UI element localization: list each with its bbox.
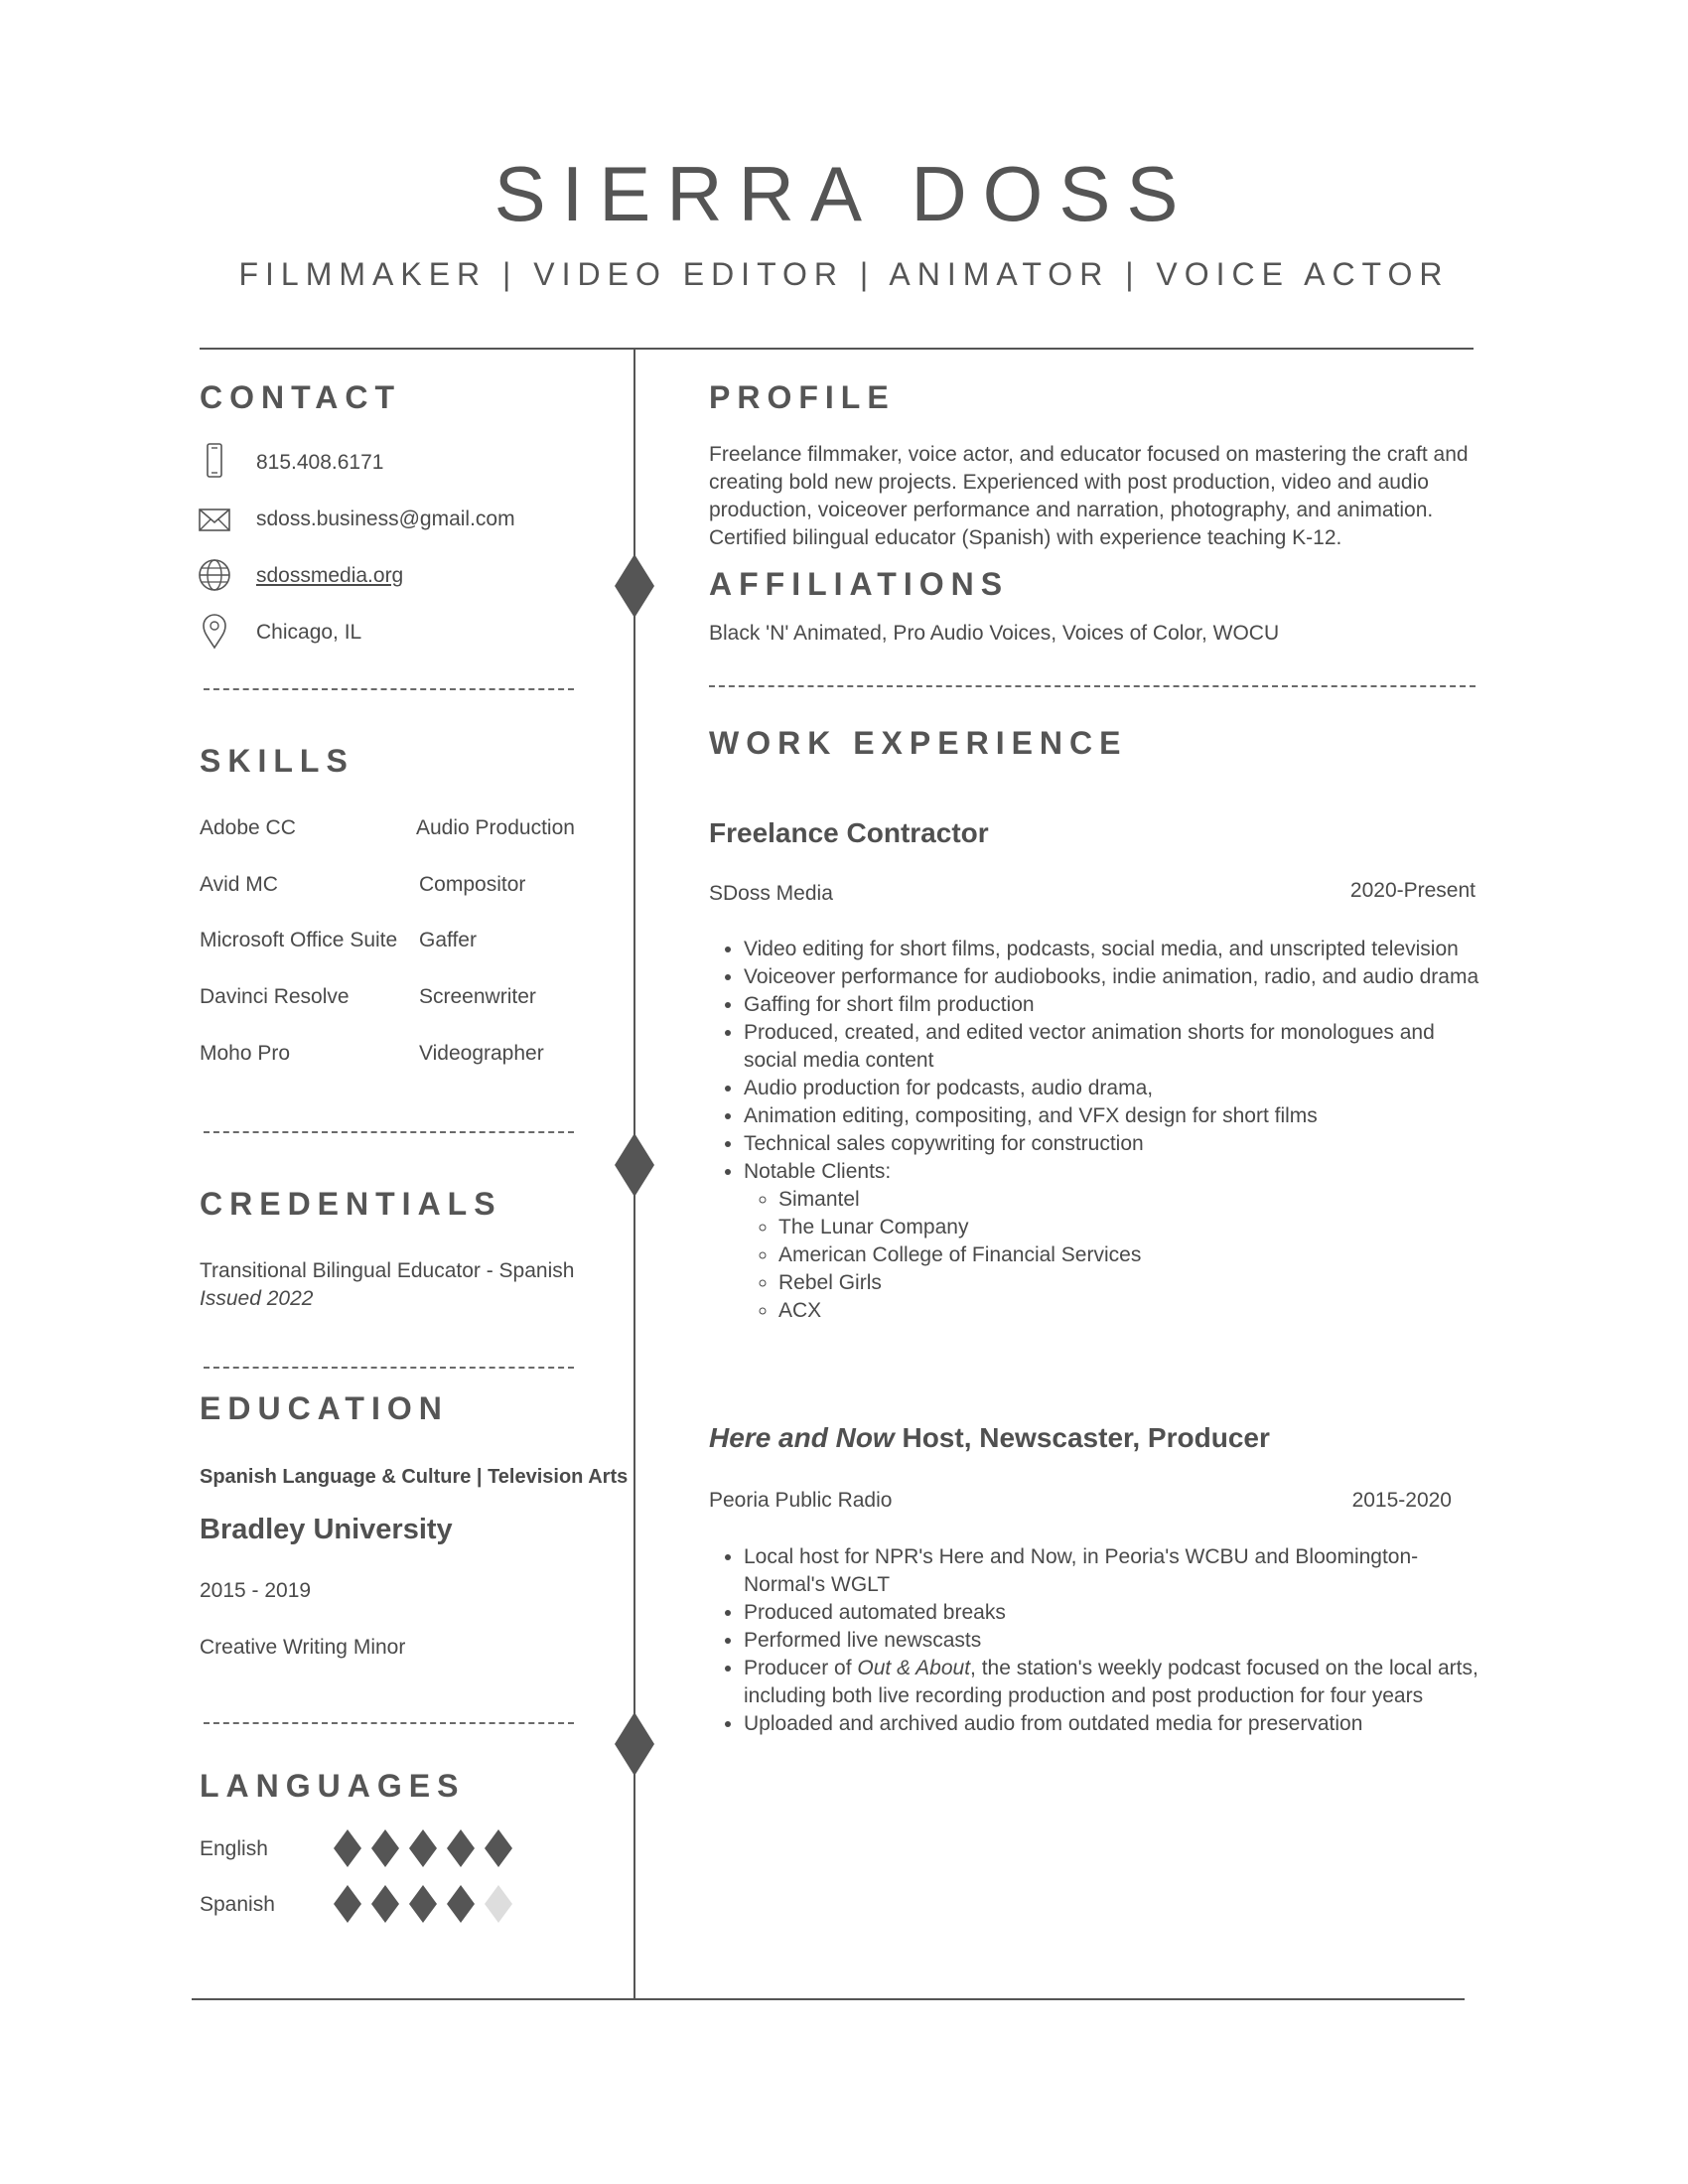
client-item: ◦ Simantel — [778, 1186, 1493, 1214]
rating-diamond-filled-icon — [447, 1885, 475, 1923]
credential-issued: Issued 2022 — [200, 1287, 314, 1310]
contact-email[interactable]: sdoss.business@gmail.com — [256, 508, 515, 530]
profile-line: Freelance filmmaker, voice actor, and educator focused on mastering the craft and — [709, 443, 1469, 466]
skill-item: Moho Pro — [200, 1042, 291, 1065]
contact-heading: CONTACT — [200, 379, 402, 415]
rating-diamond-filled-icon — [334, 1885, 361, 1923]
profile-line: production, voiceover performance and narration, photography, and animation. — [709, 499, 1434, 521]
languages-heading: LANGUAGES — [200, 1768, 466, 1804]
skill-item: Screenwriter — [419, 985, 536, 1008]
language-name: English — [200, 1837, 268, 1860]
skill-item: Davinci Resolve — [200, 985, 350, 1008]
contact-location: Chicago, IL — [256, 621, 362, 644]
list-item — [744, 1655, 1493, 1710]
contact-website-link[interactable]: sdossmedia.org — [256, 564, 404, 587]
list-item: • Uploaded and archived audio from outdated media for preservation — [744, 1710, 1493, 1738]
notable-clients-label: Notable Clients: — [744, 1160, 892, 1183]
client-item: ◦ The Lunar Company — [778, 1214, 1493, 1241]
divider-diamond-icon — [615, 1712, 654, 1776]
work-heading: WORK EXPERIENCE — [709, 725, 1128, 761]
resume-name: SIERRA DOSS — [493, 150, 1195, 237]
language-rating-spanish — [334, 1885, 512, 1923]
divider-diamond-icon — [615, 1133, 654, 1197]
job-title-italic: Here and Now — [709, 1422, 895, 1453]
skill-item: Adobe CC — [200, 816, 296, 839]
rating-diamond-filled-icon — [485, 1829, 512, 1867]
credentials-heading: CREDENTIALS — [200, 1186, 502, 1222]
rating-diamond-filled-icon — [371, 1885, 399, 1923]
bullet-text: , the station's weekly podcast focused on the local arts, including both live recording production and post production for four years — [744, 1657, 1478, 1707]
job-bullets — [709, 1543, 1493, 1738]
list-item: • Animation editing, compositing, and VFX design for short films — [744, 1102, 1493, 1130]
job-dates: 2020-Present — [1349, 879, 1476, 902]
list-item: • Voiceover performance for audiobooks, indie animation, radio, and audio drama — [744, 963, 1493, 991]
skill-item: Compositor — [419, 873, 526, 896]
resume-subtitle: FILMMAKER | VIDEO EDITOR | ANIMATOR | VOICE ACTOR — [238, 256, 1450, 292]
job-dates: 2015-2020 — [1351, 1489, 1452, 1512]
list-item: • Technical sales copywriting for construction — [744, 1130, 1493, 1158]
language-name: Spanish — [200, 1893, 275, 1916]
job-company: Peoria Public Radio — [709, 1489, 893, 1512]
list-item: • Gaffing for short film production — [744, 991, 1493, 1019]
rating-diamond-filled-icon — [409, 1885, 437, 1923]
rating-diamond-filled-icon — [334, 1829, 361, 1867]
education-years: 2015 - 2019 — [200, 1579, 312, 1602]
section-divider — [709, 685, 1476, 687]
education-school: Bradley University — [200, 1514, 453, 1545]
client-item: ◦ ACX — [778, 1297, 1493, 1325]
affiliations-heading: AFFILIATIONS — [709, 566, 1010, 602]
podcast-title: Out & About — [857, 1657, 971, 1679]
list-item: • Performed live newscasts — [744, 1627, 1493, 1655]
section-divider — [204, 1131, 574, 1133]
phone-icon — [199, 443, 230, 479]
skill-item: Videographer — [419, 1042, 544, 1065]
skill-item: Microsoft Office Suite — [200, 929, 398, 951]
list-item: • Produced automated breaks — [744, 1599, 1493, 1627]
affiliations-text: Black 'N' Animated, Pro Audio Voices, Voices of Color, WOCU — [709, 622, 1280, 645]
rating-diamond-filled-icon — [409, 1829, 437, 1867]
section-divider — [204, 1367, 574, 1369]
mail-icon — [199, 502, 230, 537]
client-item: ◦ Rebel Girls — [778, 1269, 1493, 1297]
education-minor: Creative Writing Minor — [200, 1636, 406, 1659]
education-heading: EDUCATION — [200, 1390, 449, 1426]
divider-diamond-icon — [615, 554, 654, 618]
list-item: • Produced, created, and edited vector animation shorts for monologues and social media content — [744, 1019, 1439, 1075]
contact-phone: 815.408.6171 — [256, 451, 384, 474]
list-item: • Local host for NPR's Here and Now, in Peoria's WCBU and Bloomington-Normal's WGLT — [744, 1543, 1439, 1599]
list-item — [744, 1158, 1493, 1325]
skill-item: Gaffer — [419, 929, 477, 951]
client-item: ◦ American College of Financial Services — [778, 1241, 1493, 1269]
profile-line: Certified bilingual educator (Spanish) with experience teaching K-12. — [709, 526, 1342, 549]
bottom-rule — [192, 1998, 1465, 2000]
top-rule — [200, 348, 1474, 350]
skill-item: Audio Production — [416, 816, 575, 839]
section-divider — [204, 1722, 574, 1724]
language-rating-english — [334, 1829, 512, 1867]
profile-heading: PROFILE — [709, 379, 896, 415]
section-divider — [204, 688, 574, 690]
rating-diamond-filled-icon — [371, 1829, 399, 1867]
location-pin-icon — [199, 614, 230, 650]
job-bullets — [709, 936, 1493, 1325]
rating-diamond-empty-icon — [485, 1885, 512, 1923]
list-item: • Audio production for podcasts, audio drama, — [744, 1075, 1493, 1102]
globe-icon — [199, 557, 230, 593]
skill-item: Avid MC — [200, 873, 278, 896]
job-title-rest: Host, Newscaster, Producer — [894, 1422, 1270, 1453]
job-title — [709, 1422, 1270, 1454]
job-title: Freelance Contractor — [709, 817, 989, 848]
education-degree: Spanish Language & Culture | Television Arts — [200, 1466, 629, 1488]
credential-name: Transitional Bilingual Educator - Spanish — [200, 1259, 575, 1282]
bullet-text: Producer of — [744, 1657, 858, 1679]
profile-text — [709, 441, 1483, 552]
list-item: • Video editing for short films, podcasts, social media, and unscripted television — [744, 936, 1493, 963]
rating-diamond-filled-icon — [447, 1829, 475, 1867]
profile-line: creating bold new projects. Experienced with post production, video and audio — [709, 471, 1429, 494]
job-company: SDoss Media — [709, 882, 833, 905]
skills-heading: SKILLS — [200, 743, 354, 779]
